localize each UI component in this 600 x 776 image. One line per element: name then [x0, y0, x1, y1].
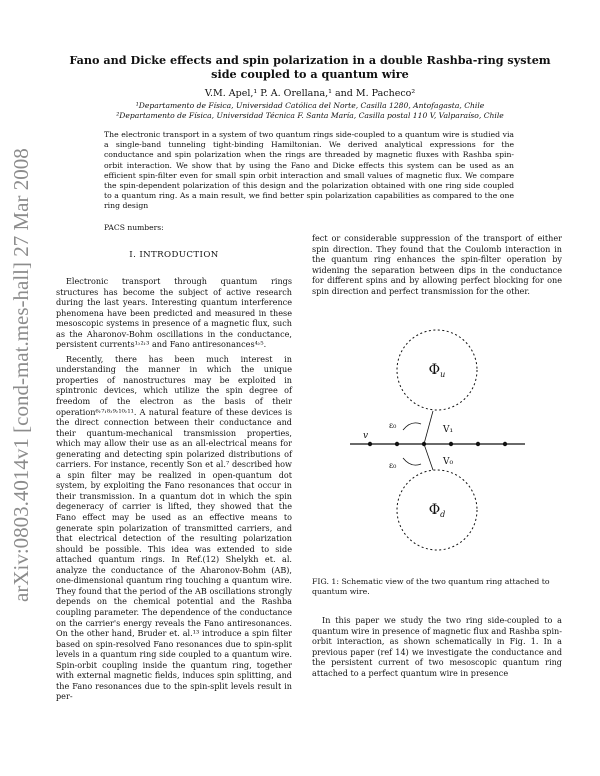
intro-paragraph-2: Recently, there has been much interest in understanding the manner in which the unique properties of nanostructures may be exploited in spintronic devices, which utilize the spin degree of freedom of the electron as the basis of their operation⁶˒⁷˒⁸˒⁹˒¹⁰˒¹¹. A natural feature of these devices is the direct connection between their conductance and their quantum-mechanical transmission properties, which may allow their use as an all-electrical means for generating and detecting spin polarized distributions of carriers. For instance, recently Son et al.⁷ described how a spin filter may be realized in open-quantum dot system, by exploiting the Fano resonances that occur in their transmission. In a quantum dot in which the spin degeneracy of carrier is lifted, they showed that the Fano effect may be used as an effective means to generate spin polarization of transmitted carriers, and that electrical detection of the resulting polarization should be possible. This idea was extended to side attached quantum rings. In Ref.(12) Shelykh et. al. analyze the conductance of the Aharonov-Bohm (AB), one-dimensional quantum ring touching a quantum wire. They found that the period of the AB oscillations strongly depends on the chemical potential and the Rashba coupling parameter. The dependence of the conductance on the carrier's energy reveals the Fano antiresonances. On the other hand, Bruder et. al.¹³ introduce a spin filter based on spin-resolved Fano resonances due to spin-split levels in a quantum ring side coupled to a quantum wire. Spin-orbit coupling inside the quantum ring, together with external magnetic fields, induces spin splitting, and the Fano resonances due to the spin-split levels result in per-	[56, 353, 292, 702]
wire-site	[503, 442, 507, 446]
right-column-top	[312, 233, 562, 296]
v1-label: V₁	[443, 425, 454, 435]
wire-site	[476, 442, 480, 446]
wire-site	[368, 442, 372, 446]
abstract: The electronic transport in a system of two quantum rings side-coupled to a quantum wire is studied via a single-band tunneling tight-binding Hamiltonian. We derived analytical expressions for the conductance and spin polarization when the rings are threaded by magnetic fluxes with Rashba spin-orbit interaction. We show that by using the Fano and Dicke effects this system can be used as an efficient spin-filter even for small spin orbit interaction and small values of magnetic flux. We compare the spin-dependent polarization of this design and the polarization obtained with one ring side coupled to a quantum ring. As a main result, we find better spin polarization capabilities as compared to the one ring design	[104, 130, 514, 211]
upper-arc	[403, 423, 421, 430]
v-label: v	[363, 431, 369, 441]
figure-1	[345, 312, 535, 572]
epsilon-upper-label: ε₀	[389, 421, 397, 430]
lower-arc	[403, 458, 421, 465]
section-heading: I. INTRODUCTION	[129, 250, 219, 260]
right-paragraph-2: In this paper we study the two ring side-coupled to a quantum wire in presence of magnetic flux and Rashba spin-orbit interaction, as shown schematically in Fig. 1. In a previous paper (ref 14) we investigate the conductance and the persistent current of two mesoscopic quantum ring attached to a perfect quantum wire in presence	[312, 615, 562, 678]
left-column	[56, 276, 292, 702]
right-column-bottom	[312, 615, 562, 678]
epsilon-lower-label: ε₀	[389, 461, 397, 470]
right-paragraph-1: fect or considerable suppression of the transport of either spin direction. They found that the Coulomb interaction in the quantum ring enhances the spin-filter operation by widening the separation between dips in the conductance for different spins and by allowing perfect blocking for one spin direction and perfect transmission for the other.	[312, 233, 562, 296]
wire-site	[449, 442, 453, 446]
arxiv-id: arXiv:0803.4014v1 [cond-mat.mes-hall] 27 Mar 2008	[10, 148, 33, 602]
pacs-numbers: PACS numbers:	[104, 223, 164, 232]
phi-upper-label: $\Phi_u$	[428, 362, 446, 379]
author-list: V.M. Apel,¹ P. A. Orellana,¹ and M. Pacheco²	[204, 88, 416, 99]
figure-caption: FIG. 1: Schematic view of the two quantum ring attached to quantum wire.	[312, 577, 550, 597]
intro-paragraph-1: Electronic transport through quantum rings structures has become the subject of active research during the last years. Interesting quantum interference phenomena have been predicted and measured in these mesoscopic systems in presence of a magnetic flux, such as the Aharonov-Bohm oscillations in the conductance, persistent currents¹˒²˒³ and Fano antiresonances⁴˒⁵.	[56, 276, 292, 350]
arxiv-watermark	[10, 110, 34, 610]
wire-site	[395, 442, 399, 446]
phi-lower-label: $\Phi_d$	[428, 502, 446, 519]
v0-label: V₀	[443, 457, 454, 467]
lower-coupling	[424, 444, 433, 470]
upper-coupling	[424, 411, 433, 444]
paper-title: Fano and Dicke effects and spin polarization in a double Rashba-ring system side coupled to a quantum wire	[69, 53, 551, 81]
affiliation-1: ¹Departamento de Física, Universidad Católica del Norte, Casilla 1280, Antofagasta, Chile	[135, 101, 485, 110]
affiliation-2: ²Departamento de Física, Universidad Técnica F. Santa María, Casilla postal 110 V, Valparaíso, Chile	[116, 111, 504, 120]
